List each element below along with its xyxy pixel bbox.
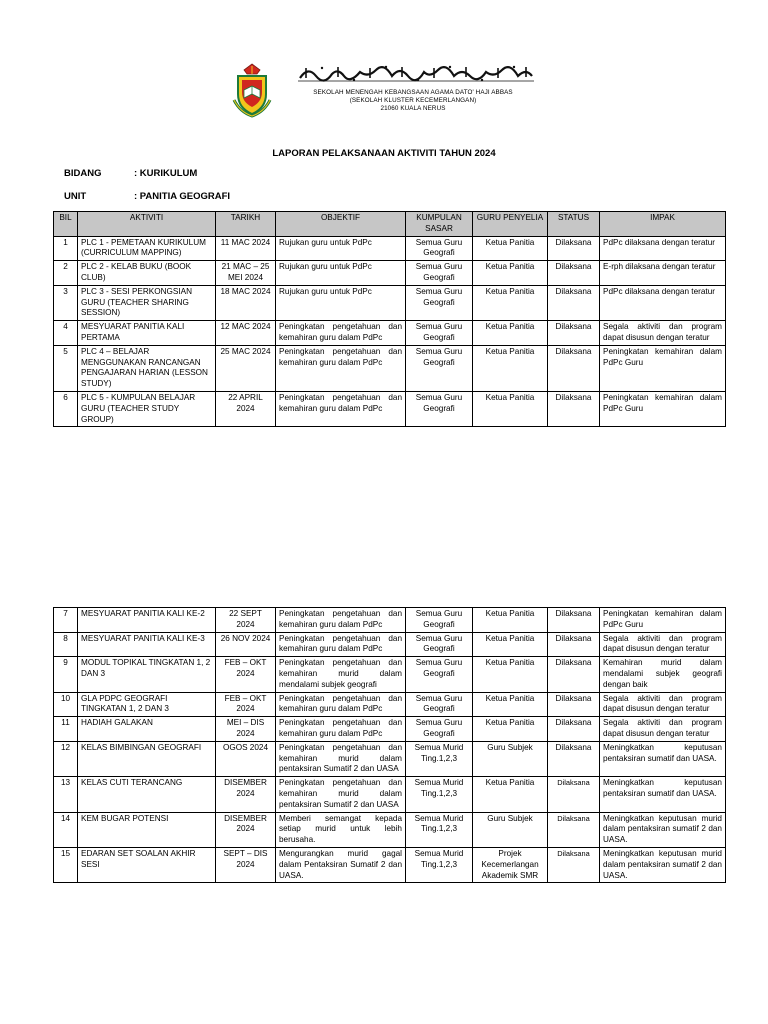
row-number: 13 [54,777,78,812]
status-cell: Dilaksana [548,717,600,742]
target-group-cell: Semua Guru Geografi [406,717,473,742]
row-number: 1 [54,236,78,261]
table-body [54,236,726,427]
school-address: 21060 KUALA NERUS [380,105,446,112]
meta-value: : PANITIA GEOGRAFI [134,191,231,202]
column-header: OBJEKTIF [276,212,406,237]
report-title: LAPORAN PELAKSANAAN AKTIVITI TAHUN 2024 [272,148,496,159]
objective-cell: Peningkatan pengetahuan dan kemahiran guru dalam PdPc [276,632,406,657]
school-letterhead [230,62,540,122]
impact-cell: Segala aktiviti dan program dapat disusun dengan teratur [600,717,726,742]
supervisor-cell: Projek Kecemerlangan Akademik SMR [473,847,548,882]
table-row [54,657,726,692]
table-row [54,632,726,657]
objective-cell: Rujukan guru untuk PdPc [276,236,406,261]
status-cell: Dilaksana [548,632,600,657]
row-number: 9 [54,657,78,692]
impact-cell: PdPc dilaksana dengan teratur [600,285,726,320]
activity-cell: KEM BUGAR POTENSI [78,812,216,847]
row-number: 7 [54,608,78,633]
table-row [54,717,726,742]
column-header: KUMPULAN SASAR [406,212,473,237]
column-header: TARIKH [216,212,276,237]
column-header: AKTIVITI [78,212,216,237]
activity-cell: PLC 4 – BELAJAR MENGGUNAKAN RANCANGAN PENGAJARAN HARIAN (LESSON STUDY) [78,345,216,391]
impact-cell: PdPc dilaksana dengan teratur [600,236,726,261]
target-group-cell: Semua Guru Geografi [406,391,473,426]
objective-cell: Peningkatan pengetahuan dan kemahiran guru dalam PdPc [276,608,406,633]
table-row [54,321,726,346]
activity-cell: GLA PDPC GEOGRAFI TINGKATAN 1, 2 DAN 3 [78,692,216,717]
objective-cell: Rujukan guru untuk PdPc [276,261,406,286]
objective-cell: Peningkatan pengetahuan dan kemahiran guru dalam PdPc [276,692,406,717]
objective-cell: Peningkatan pengetahuan dan kemahiran murid dalam pentaksiran Sumatif 2 dan UASA [276,741,406,776]
target-group-cell: Semua Murid Ting.1,2,3 [406,812,473,847]
target-group-cell: Semua Murid Ting.1,2,3 [406,777,473,812]
supervisor-cell: Ketua Panitia [473,261,548,286]
activity-cell: PLC 2 - KELAB BUKU (BOOK CLUB) [78,261,216,286]
target-group-cell: Semua Guru Geografi [406,261,473,286]
row-number: 4 [54,321,78,346]
date-cell: FEB – OKT 2024 [216,692,276,717]
status-cell: Dilaksana [548,321,600,346]
supervisor-cell: Ketua Panitia [473,657,548,692]
row-number: 6 [54,391,78,426]
supervisor-cell: Ketua Panitia [473,285,548,320]
date-cell: 22 SEPT 2024 [216,608,276,633]
school-crest-icon [230,62,274,118]
objective-cell: Rujukan guru untuk PdPc [276,285,406,320]
date-cell: 11 MAC 2024 [216,236,276,261]
activity-cell: MESYUARAT PANITIA KALI KE-2 [78,608,216,633]
impact-cell: E-rph dilaksana dengan teratur [600,261,726,286]
status-cell: Dilaksana [548,236,600,261]
date-cell: SEPT – DIS 2024 [216,847,276,882]
status-cell: Dilaksana [548,741,600,776]
objective-cell: Peningkatan pengetahuan dan kemahiran guru dalam PdPc [276,345,406,391]
supervisor-cell: Guru Subjek [473,812,548,847]
row-number: 2 [54,261,78,286]
date-cell: 22 APRIL 2024 [216,391,276,426]
objective-cell: Peningkatan pengetahuan dan kemahiran murid dalam mendalami subjek geografi [276,657,406,692]
column-header: STATUS [548,212,600,237]
target-group-cell: Semua Murid Ting.1,2,3 [406,847,473,882]
table-row [54,608,726,633]
date-cell: OGOS 2024 [216,741,276,776]
activity-cell: KELAS BIMBINGAN GEOGRAFI [78,741,216,776]
target-group-cell: Semua Guru Geografi [406,692,473,717]
table-row [54,236,726,261]
objective-cell: Peningkatan pengetahuan dan kemahiran guru dalam PdPc [276,391,406,426]
date-cell: MEI – DIS 2024 [216,717,276,742]
meta-unit [64,191,230,202]
activity-cell: PLC 1 - PEMETAAN KURIKULUM (CURRICULUM MAPPING) [78,236,216,261]
table-header-row [54,212,726,237]
supervisor-cell: Guru Subjek [473,741,548,776]
activity-cell: EDARAN SET SOALAN AKHIR SESI [78,847,216,882]
supervisor-cell: Ketua Panitia [473,717,548,742]
activity-table-part-1 [53,211,726,427]
date-cell: DISEMBER 2024 [216,812,276,847]
target-group-cell: Semua Guru Geografi [406,321,473,346]
row-number: 12 [54,741,78,776]
supervisor-cell: Ketua Panitia [473,321,548,346]
meta-bidang [64,168,197,179]
activity-cell: HADIAH GALAKAN [78,717,216,742]
objective-cell: Mengurangkan murid gagal dalam Pentaksiran Sumatif 2 dan UASA. [276,847,406,882]
row-number: 8 [54,632,78,657]
status-cell: Dilaksana [548,391,600,426]
impact-cell: Peningkatan kemahiran dalam PdPc Guru [600,608,726,633]
date-cell: 12 MAC 2024 [216,321,276,346]
target-group-cell: Semua Guru Geografi [406,285,473,320]
date-cell: 21 MAC – 25 MEI 2024 [216,261,276,286]
activity-cell: MODUL TOPIKAL TINGKATAN 1, 2 DAN 3 [78,657,216,692]
date-cell: FEB – OKT 2024 [216,657,276,692]
column-header: IMPAK [600,212,726,237]
supervisor-cell: Ketua Panitia [473,236,548,261]
table-row [54,777,726,812]
target-group-cell: Semua Guru Geografi [406,608,473,633]
activity-cell: KELAS CUTI TERANCANG [78,777,216,812]
activity-cell: PLC 5 - KUMPULAN BELAJAR GURU (TEACHER STUDY GROUP) [78,391,216,426]
status-cell: Dilaksana [548,608,600,633]
activity-cell: MESYUARAT PANITIA KALI PERTAMA [78,321,216,346]
impact-cell: Meningkatkan keputusan pentaksiran sumatif dan UASA. [600,741,726,776]
status-cell: Dilaksana [548,777,600,812]
table-row [54,812,726,847]
impact-cell: Meningkatkan keputusan pentaksiran sumatif dan UASA. [600,777,726,812]
objective-cell: Peningkatan pengetahuan dan kemahiran murid dalam pentaksiran Sumatif 2 dan UASA [276,777,406,812]
jawi-calligraphy-icon [298,64,534,82]
impact-cell: Segala aktiviti dan program dapat disusun dengan teratur [600,321,726,346]
status-cell: Dilaksana [548,285,600,320]
meta-label: UNIT [64,191,87,202]
table-row [54,847,726,882]
supervisor-cell: Ketua Panitia [473,692,548,717]
target-group-cell: Semua Guru Geografi [406,632,473,657]
supervisor-cell: Ketua Panitia [473,777,548,812]
date-cell: 26 NOV 2024 [216,632,276,657]
table-row [54,741,726,776]
impact-cell: Segala aktiviti dan program dapat disusun dengan teratur [600,632,726,657]
table-body [54,608,726,883]
row-number: 15 [54,847,78,882]
table-row [54,261,726,286]
date-cell: 25 MAC 2024 [216,345,276,391]
status-cell: Dilaksana [548,261,600,286]
objective-cell: Peningkatan pengetahuan dan kemahiran guru dalam PdPc [276,321,406,346]
status-cell: Dilaksana [548,345,600,391]
activity-cell: MESYUARAT PANITIA KALI KE-3 [78,632,216,657]
row-number: 3 [54,285,78,320]
supervisor-cell: Ketua Panitia [473,345,548,391]
target-group-cell: Semua Murid Ting.1,2,3 [406,741,473,776]
impact-cell: Kemahiran murid dalam mendalami subjek geografi dengan baik [600,657,726,692]
target-group-cell: Semua Guru Geografi [406,345,473,391]
row-number: 11 [54,717,78,742]
row-number: 10 [54,692,78,717]
objective-cell: Memberi semangat kepada setiap murid untuk lebih berusaha. [276,812,406,847]
impact-cell: Segala aktiviti dan program dapat disusun dengan teratur [600,692,726,717]
status-cell: Dilaksana [548,812,600,847]
date-cell: DISEMBER 2024 [216,777,276,812]
status-cell: Dilaksana [548,847,600,882]
table-row [54,285,726,320]
meta-label: BIDANG [64,168,102,179]
meta-value: : KURIKULUM [134,168,198,179]
target-group-cell: Semua Guru Geografi [406,657,473,692]
objective-cell: Peningkatan pengetahuan dan kemahiran guru dalam PdPc [276,717,406,742]
activity-cell: PLC 3 - SESI PERKONGSIAN GURU (TEACHER SHARING SESSION) [78,285,216,320]
school-name: SEKOLAH MENENGAH KEBANGSAAN AGAMA DATO' HAJI ABBAS [313,89,513,96]
table-row [54,345,726,391]
column-header: GURU PENYELIA [473,212,548,237]
table-row [54,692,726,717]
supervisor-cell: Ketua Panitia [473,608,548,633]
column-header: BIL [54,212,78,237]
impact-cell: Peningkatan kemahiran dalam PdPc Guru [600,345,726,391]
impact-cell: Peningkatan kemahiran dalam PdPc Guru [600,391,726,426]
impact-cell: Meningkatkan keputusan murid dalam pentaksiran sumatif 2 dan UASA. [600,812,726,847]
date-cell: 18 MAC 2024 [216,285,276,320]
supervisor-cell: Ketua Panitia [473,632,548,657]
row-number: 14 [54,812,78,847]
status-cell: Dilaksana [548,692,600,717]
impact-cell: Meningkatkan keputusan murid dalam pentaksiran sumatif 2 dan UASA. [600,847,726,882]
table-row [54,391,726,426]
school-cluster: (SEKOLAH KLUSTER KECEMERLANGAN) [349,97,477,104]
status-cell: Dilaksana [548,657,600,692]
activity-table-part-2 [53,607,726,883]
row-number: 5 [54,345,78,391]
supervisor-cell: Ketua Panitia [473,391,548,426]
target-group-cell: Semua Guru Geografi [406,236,473,261]
